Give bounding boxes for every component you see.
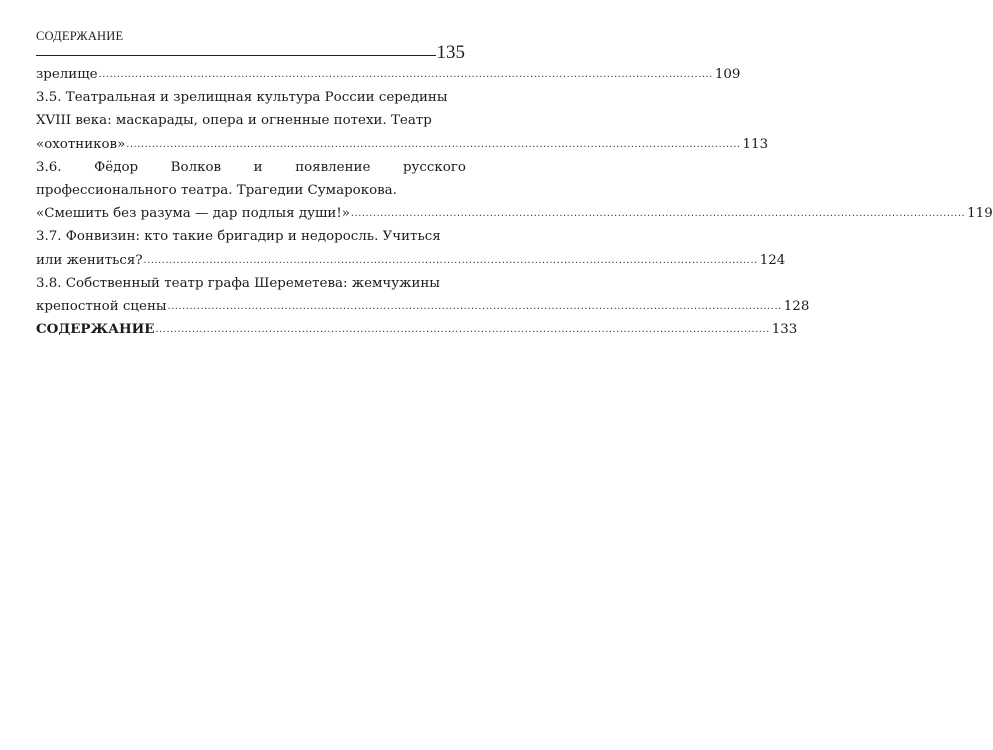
toc-entry-line [36,156,466,179]
toc-entry-last-line [36,249,786,272]
toc-entry-line: профессионального театра. Трагедии Сумарокова. [36,182,397,198]
justified-word: Фёдор [94,159,139,175]
toc-entry-line: 3.5. Театральная и зрелищная культура России середины [36,90,448,106]
toc-entry-text: СОДЕРЖАНИЕ [36,321,155,338]
dot-leader: ........................................................................................................................................................................ [143,253,758,266]
toc-entry-text: «охотников» [36,136,126,152]
toc-entry[interactable] [36,63,741,86]
toc-entry-last-line [36,318,798,341]
toc-entry-line: 3.7. Фонвизин: кто такие бригадир и недоросль. Учиться [36,229,441,245]
toc-entry-last-line [36,63,741,86]
page-number: 135 [436,42,465,63]
header-rule [36,55,436,56]
toc-entry-text: крепостной сцены [36,298,167,314]
toc-entry-page: 124 [759,252,786,268]
toc-entry-page: 128 [783,298,810,314]
toc-entry-last-line [36,202,993,225]
dot-leader: ........................................................................................................................................................................ [126,137,741,150]
toc-entry-text: или жениться? [36,252,143,268]
toc-entry[interactable] [36,272,810,318]
toc-entry-page: 133 [771,322,798,338]
toc-entry[interactable] [36,86,769,156]
justified-word: и [253,159,263,175]
dot-leader: ........................................................................................................................................................................ [167,299,782,312]
justified-word: Волков [170,159,222,175]
dot-leader: ........................................................................................................................................................................ [155,323,770,336]
toc-entry[interactable] [36,156,993,226]
toc-entry-text: «Смешить без разума — дар подлыя души!» [36,206,350,222]
toc-entry-page: 109 [714,67,741,82]
dot-leader: ........................................................................................................................................................................ [98,68,713,80]
toc-entry-line: XVIII века: маскарады, опера и огненные потехи. Театр [36,113,432,129]
toc-entry-line: 3.8. Собственный театр графа Шереметева: жемчужины [36,275,440,291]
toc-entry-page: 119 [967,206,993,222]
justified-word: появление [295,159,371,175]
justified-word: русского [402,159,466,175]
toc-entry-last-line [36,133,769,156]
toc-entry-page: 113 [742,136,769,152]
toc-entry-last-line [36,295,810,318]
toc-entry[interactable] [36,225,786,271]
toc-entry-line-text [36,156,466,179]
running-head: СОДЕРЖАНИЕ [36,29,124,43]
toc-entry-text: зрелище [36,67,98,82]
justified-word: 3.6. [36,159,62,175]
dot-leader: ........................................................................................................................................................................ [350,207,966,220]
toc-entry[interactable] [36,318,798,341]
table-of-contents [36,63,993,341]
